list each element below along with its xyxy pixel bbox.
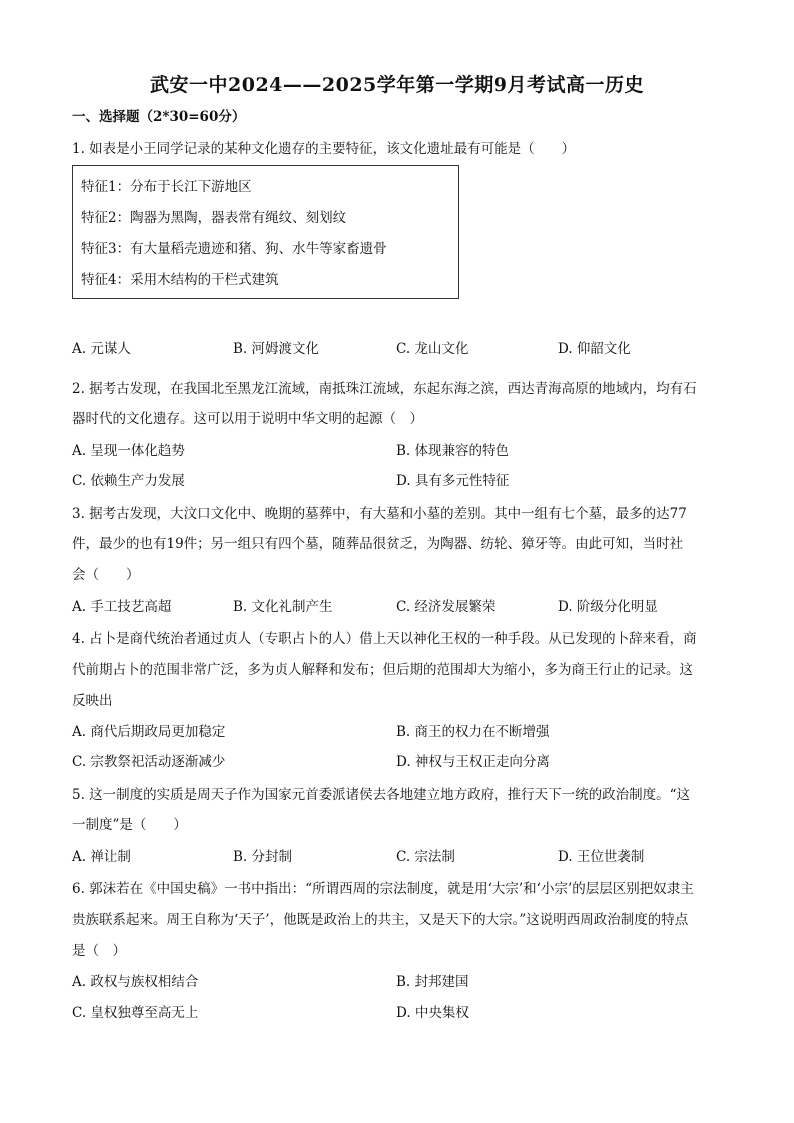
q6-option-c[interactable]: C. 皇权独尊至高无上 xyxy=(72,1005,199,1021)
q1-option-d[interactable]: D. 仰韶文化 xyxy=(558,341,631,357)
q4-option-d[interactable]: D. 神权与王权正走向分离 xyxy=(396,754,550,770)
question-2-stem: 器时代的文化遗存。这可以用于说明中华文明的起源（ ） xyxy=(72,411,423,427)
question-3-stem: 3. 据考古发现，大汶口文化中、晚期的墓葬中，有大墓和小墓的差别。其中一组有七个墓，最多的达77 xyxy=(72,506,687,522)
feature-item: 特征2：陶器为黑陶，器表常有绳纹、刻划纹 xyxy=(81,210,347,226)
q6-option-b[interactable]: B. 封邦建国 xyxy=(396,974,469,990)
q2-option-b[interactable]: B. 体现兼容的特色 xyxy=(396,443,510,459)
q3-option-d[interactable]: D. 阶级分化明显 xyxy=(558,599,658,615)
feature-item: 特征3：有大量稻壳遗迹和猪、狗、水牛等家畜遗骨 xyxy=(81,241,387,257)
question-5-stem: 5. 这一制度的实质是周天子作为国家元首委派诸侯去各地建立地方政府，推行天下一统的政治制度。“这 xyxy=(72,787,691,803)
q5-option-b[interactable]: B. 分封制 xyxy=(233,849,293,865)
q1-option-b[interactable]: B. 河姆渡文化 xyxy=(233,341,320,357)
q2-option-d[interactable]: D. 具有多元性特征 xyxy=(396,473,510,489)
feature-item: 特征4：采用木结构的干栏式建筑 xyxy=(81,272,279,288)
question-3-stem: 会（ ） xyxy=(72,567,140,583)
question-4-stem: 4. 占卜是商代统治者通过贞人（专职占卜的人）借上天以神化王权的一种手段。从已发现的卜辞来看，商 xyxy=(72,631,697,647)
exam-title: 武安一中2024——2025学年第一学期9月考试高一历史 xyxy=(150,74,644,96)
question-3-stem: 件，最少的也有19件；另一组只有四个墓，随葬品很贫乏，为陶器、纺轮、獐牙等。由此可知，当时社 xyxy=(72,536,684,552)
q1-option-a[interactable]: A. 元谋人 xyxy=(72,341,131,357)
question-6-stem: 贵族联系起来。周王自称为‘天子’，他既是政治上的共主，又是天下的大宗。”这说明西周政治制度的特点 xyxy=(72,912,689,928)
q5-option-c[interactable]: C. 宗法制 xyxy=(396,849,455,865)
section-heading: 一、选择题（2*30=60分） xyxy=(72,109,246,125)
q6-option-a[interactable]: A. 政权与族权相结合 xyxy=(72,974,199,990)
q1-option-c[interactable]: C. 龙山文化 xyxy=(396,341,469,357)
feature-table xyxy=(72,165,459,299)
q4-option-c[interactable]: C. 宗教祭祀活动逐渐减少 xyxy=(72,754,226,770)
q4-option-b[interactable]: B. 商王的权力在不断增强 xyxy=(396,724,550,740)
q2-option-a[interactable]: A. 呈现一体化趋势 xyxy=(72,443,185,459)
q3-option-b[interactable]: B. 文化礼制产生 xyxy=(233,599,333,615)
question-2-stem: 2. 据考古发现，在我国北至黑龙江流域，南抵珠江流域，东起东海之滨，西达青海高原的地域内，均有石 xyxy=(72,381,697,397)
q3-option-a[interactable]: A. 手工技艺高超 xyxy=(72,599,172,615)
q2-option-c[interactable]: C. 依赖生产力发展 xyxy=(72,473,185,489)
q5-option-d[interactable]: D. 王位世袭制 xyxy=(558,849,645,865)
q4-option-a[interactable]: A. 商代后期政局更加稳定 xyxy=(72,724,226,740)
feature-item: 特征1：分布于长江下游地区 xyxy=(81,179,252,195)
q6-option-d[interactable]: D. 中央集权 xyxy=(396,1005,469,1021)
question-5-stem: 一制度”是（ ） xyxy=(72,817,187,833)
question-4-stem: 反映出 xyxy=(72,693,113,709)
q3-option-c[interactable]: C. 经济发展繁荣 xyxy=(396,599,496,615)
question-6-stem: 6. 郭沫若在《中国史稿》一书中指出：“所谓西周的宗法制度，就是用‘大宗’和‘小宗’的层层区别把奴隶主 xyxy=(72,881,694,897)
q5-option-a[interactable]: A. 禅让制 xyxy=(72,849,131,865)
question-1-stem: 1. 如表是小王同学记录的某种文化遗存的主要特征，该文化遗址最有可能是（ ） xyxy=(72,141,576,157)
question-6-stem: 是（ ） xyxy=(72,943,126,959)
question-4-stem: 代前期占卜的范围非常广泛，多为贞人解释和发布；但后期的范围却大为缩小，多为商王行止的记录。这 xyxy=(72,662,693,678)
